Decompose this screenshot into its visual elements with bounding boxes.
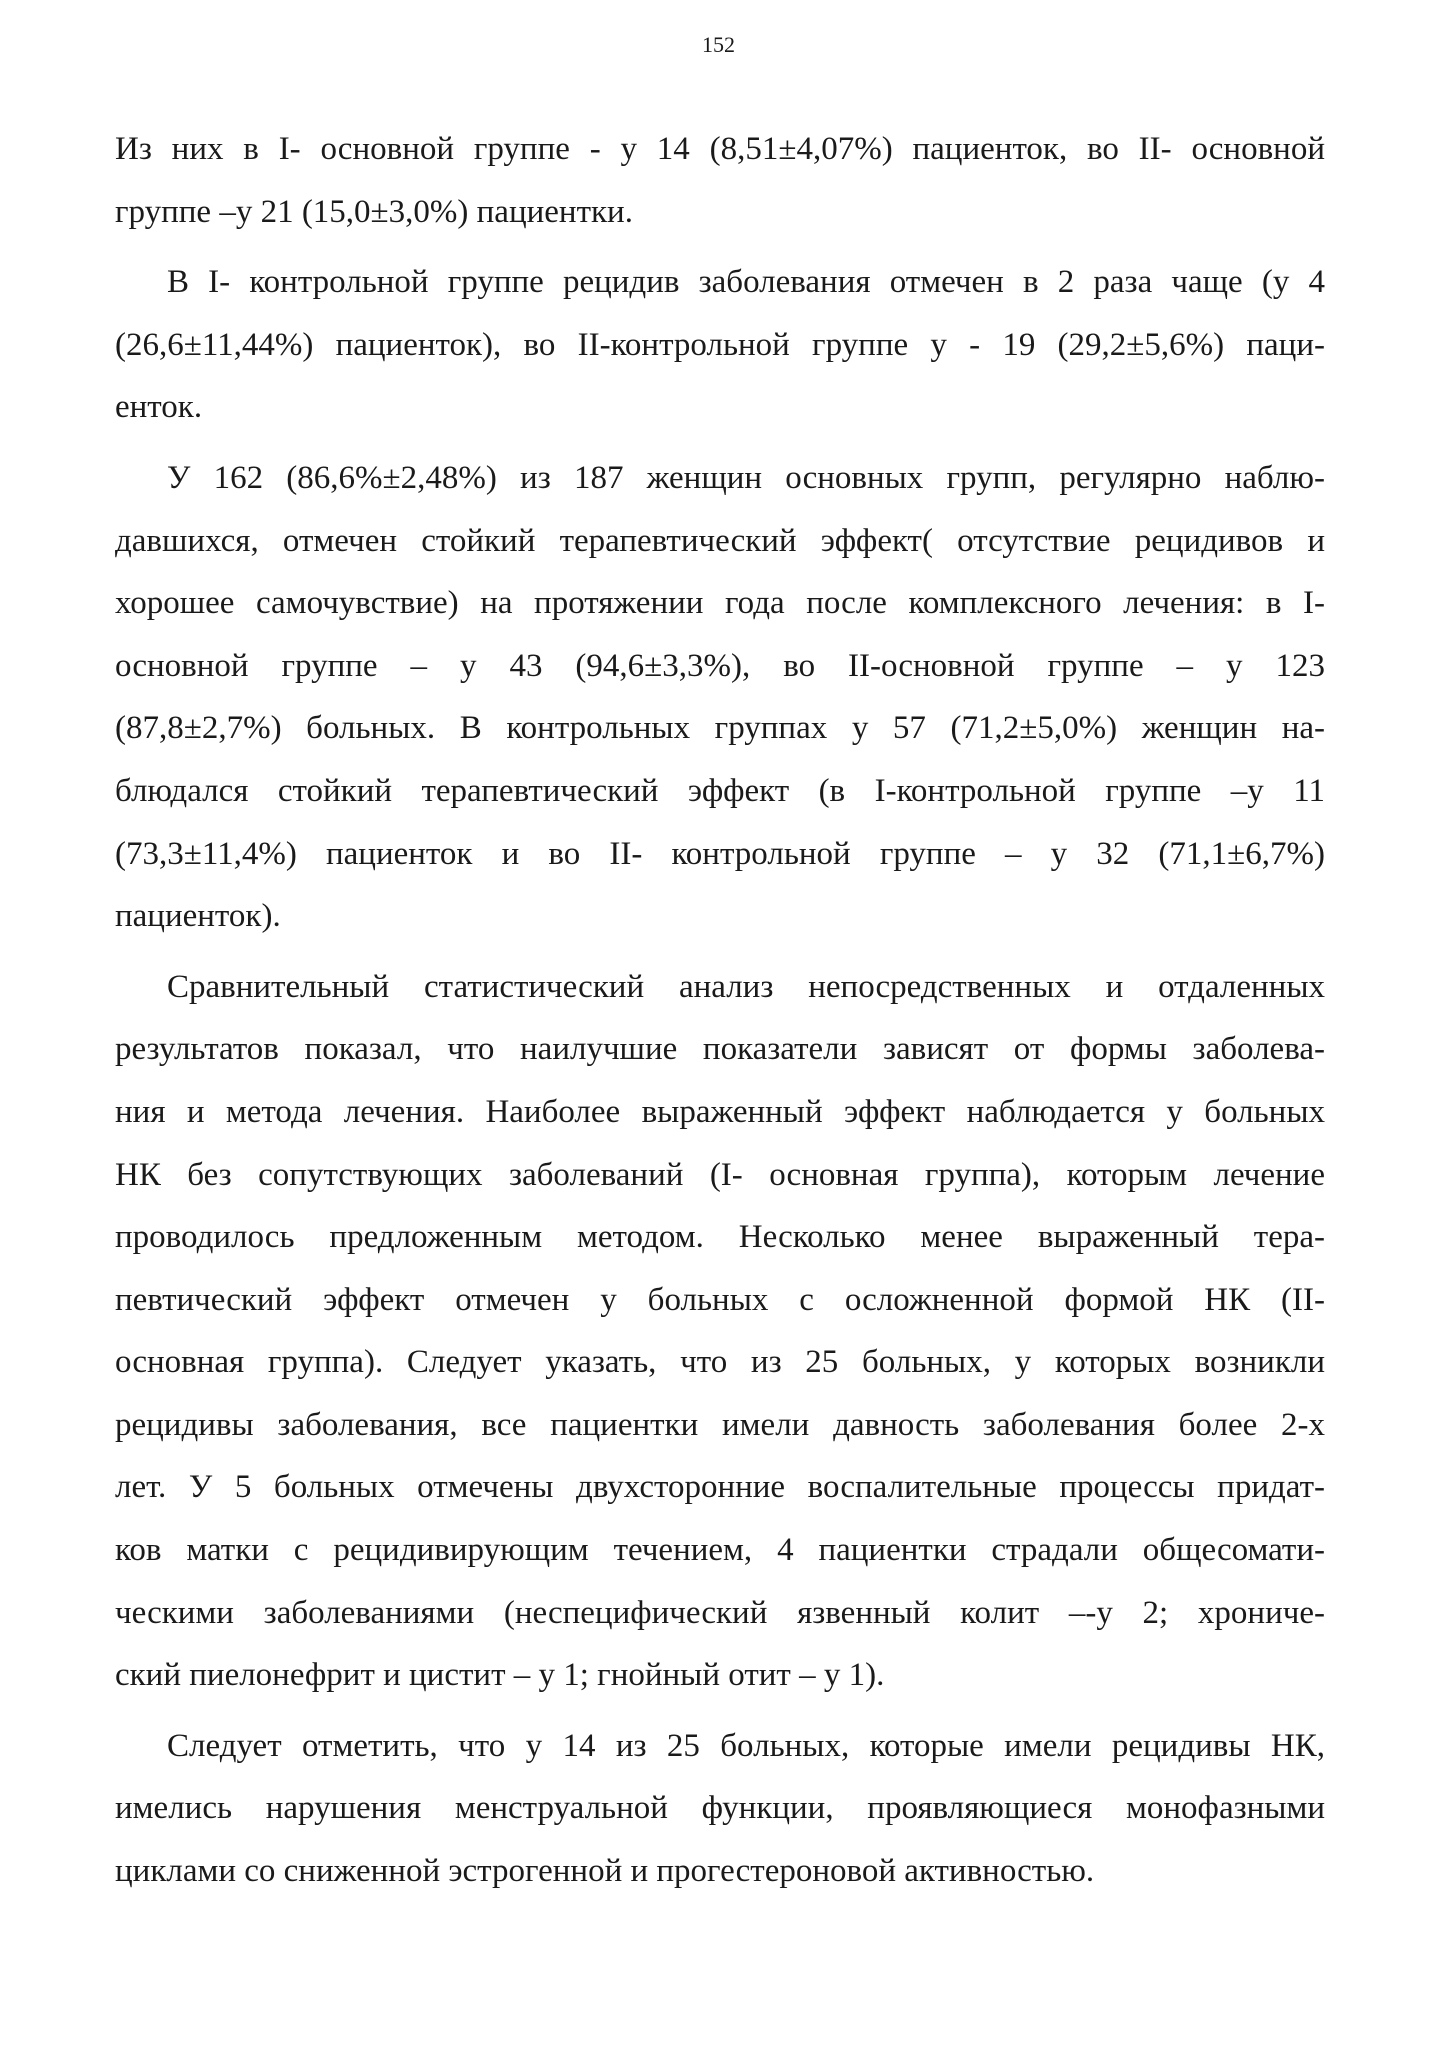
text-line: блюдался стойкий терапевтический эффект (в I-контрольной группе –у 11 [115, 772, 1325, 809]
paragraph [115, 447, 1325, 948]
text-line: ский пиелонефрит и цистит – у 1; гнойный отит – у 1). [115, 1657, 885, 1694]
text-line: (26,6±11,44%) пациенток), во II-контрольной группе у - 19 (29,2±5,6%) паци- [115, 326, 1325, 363]
text-line: (73,3±11,4%) пациенток и во II- контрольной группе – у 32 (71,1±6,7%) [115, 835, 1325, 872]
text-line: давшихся, отмечен стойкий терапевтический эффект( отсутствие рецидивов и [115, 522, 1325, 559]
text-line: результатов показал, что наилучшие показатели зависят от формы заболева- [115, 1031, 1325, 1068]
text-line: НК без сопутствующих заболеваний (I- основная группа), которым лечение [115, 1156, 1325, 1193]
text-line: рецидивы заболевания, все пациентки имели давность заболевания более 2-х [115, 1406, 1325, 1443]
text-line: основная группа). Следует указать, что из 25 больных, у которых возникли [115, 1344, 1325, 1381]
page-number: 152 [702, 32, 735, 57]
text-line: ков матки с рецидивирующим течением, 4 пациентки страдали общесомати- [115, 1532, 1325, 1569]
paragraph [115, 118, 1325, 243]
text-line: (87,8±2,7%) больных. В контрольных группах у 57 (71,2±5,0%) женщин на- [115, 710, 1325, 747]
text-line: пациенток). [115, 898, 281, 935]
text-line: имелись нарушения менструальной функции, проявляющиеся монофазными [115, 1790, 1325, 1827]
text-line: группе –у 21 (15,0±3,0%) пациентки. [115, 193, 633, 230]
text-line: лет. У 5 больных отмечены двухсторонние воспалительные процессы придат- [115, 1469, 1325, 1506]
text-line: У 162 (86,6%±2,48%) из 187 женщин основных групп, регулярно наблю- [167, 459, 1325, 496]
text-line: ческими заболеваниями (неспецифический язвенный колит –-у 2; хрониче- [115, 1594, 1325, 1631]
text-line: В I- контрольной группе рецидив заболевания отмечен в 2 раза чаще (у 4 [167, 264, 1325, 301]
text-line: Сравнительный статистический анализ непосредственных и отдаленных [167, 968, 1325, 1005]
text-line: енток. [115, 389, 203, 426]
text-line: Следует отметить, что у 14 из 25 больных, которые имели рецидивы НК, [167, 1727, 1325, 1764]
text-line: певтический эффект отмечен у больных с осложненной формой НК (II- [115, 1281, 1325, 1318]
paragraph [115, 1715, 1325, 1903]
text-line: Из них в I- основной группе - у 14 (8,51±4,07%) пациенток, во II- основной [115, 131, 1325, 167]
body-text [115, 118, 1325, 1903]
text-line: проводилось предложенным методом. Несколько менее выраженный тера- [115, 1219, 1325, 1256]
text-line: циклами со сниженной эстрогенной и прогестероновой активностью. [115, 1853, 1095, 1890]
text-line: основной группе – у 43 (94,6±3,3%), во II-основной группе – у 123 [115, 647, 1325, 684]
text-line: ния и метода лечения. Наиболее выраженный эффект наблюдается у больных [115, 1093, 1325, 1130]
text-line: хорошее самочувствие) на протяжении года после комплексного лечения: в I- [115, 585, 1325, 622]
paragraph [115, 956, 1325, 1707]
paragraph [115, 251, 1325, 439]
